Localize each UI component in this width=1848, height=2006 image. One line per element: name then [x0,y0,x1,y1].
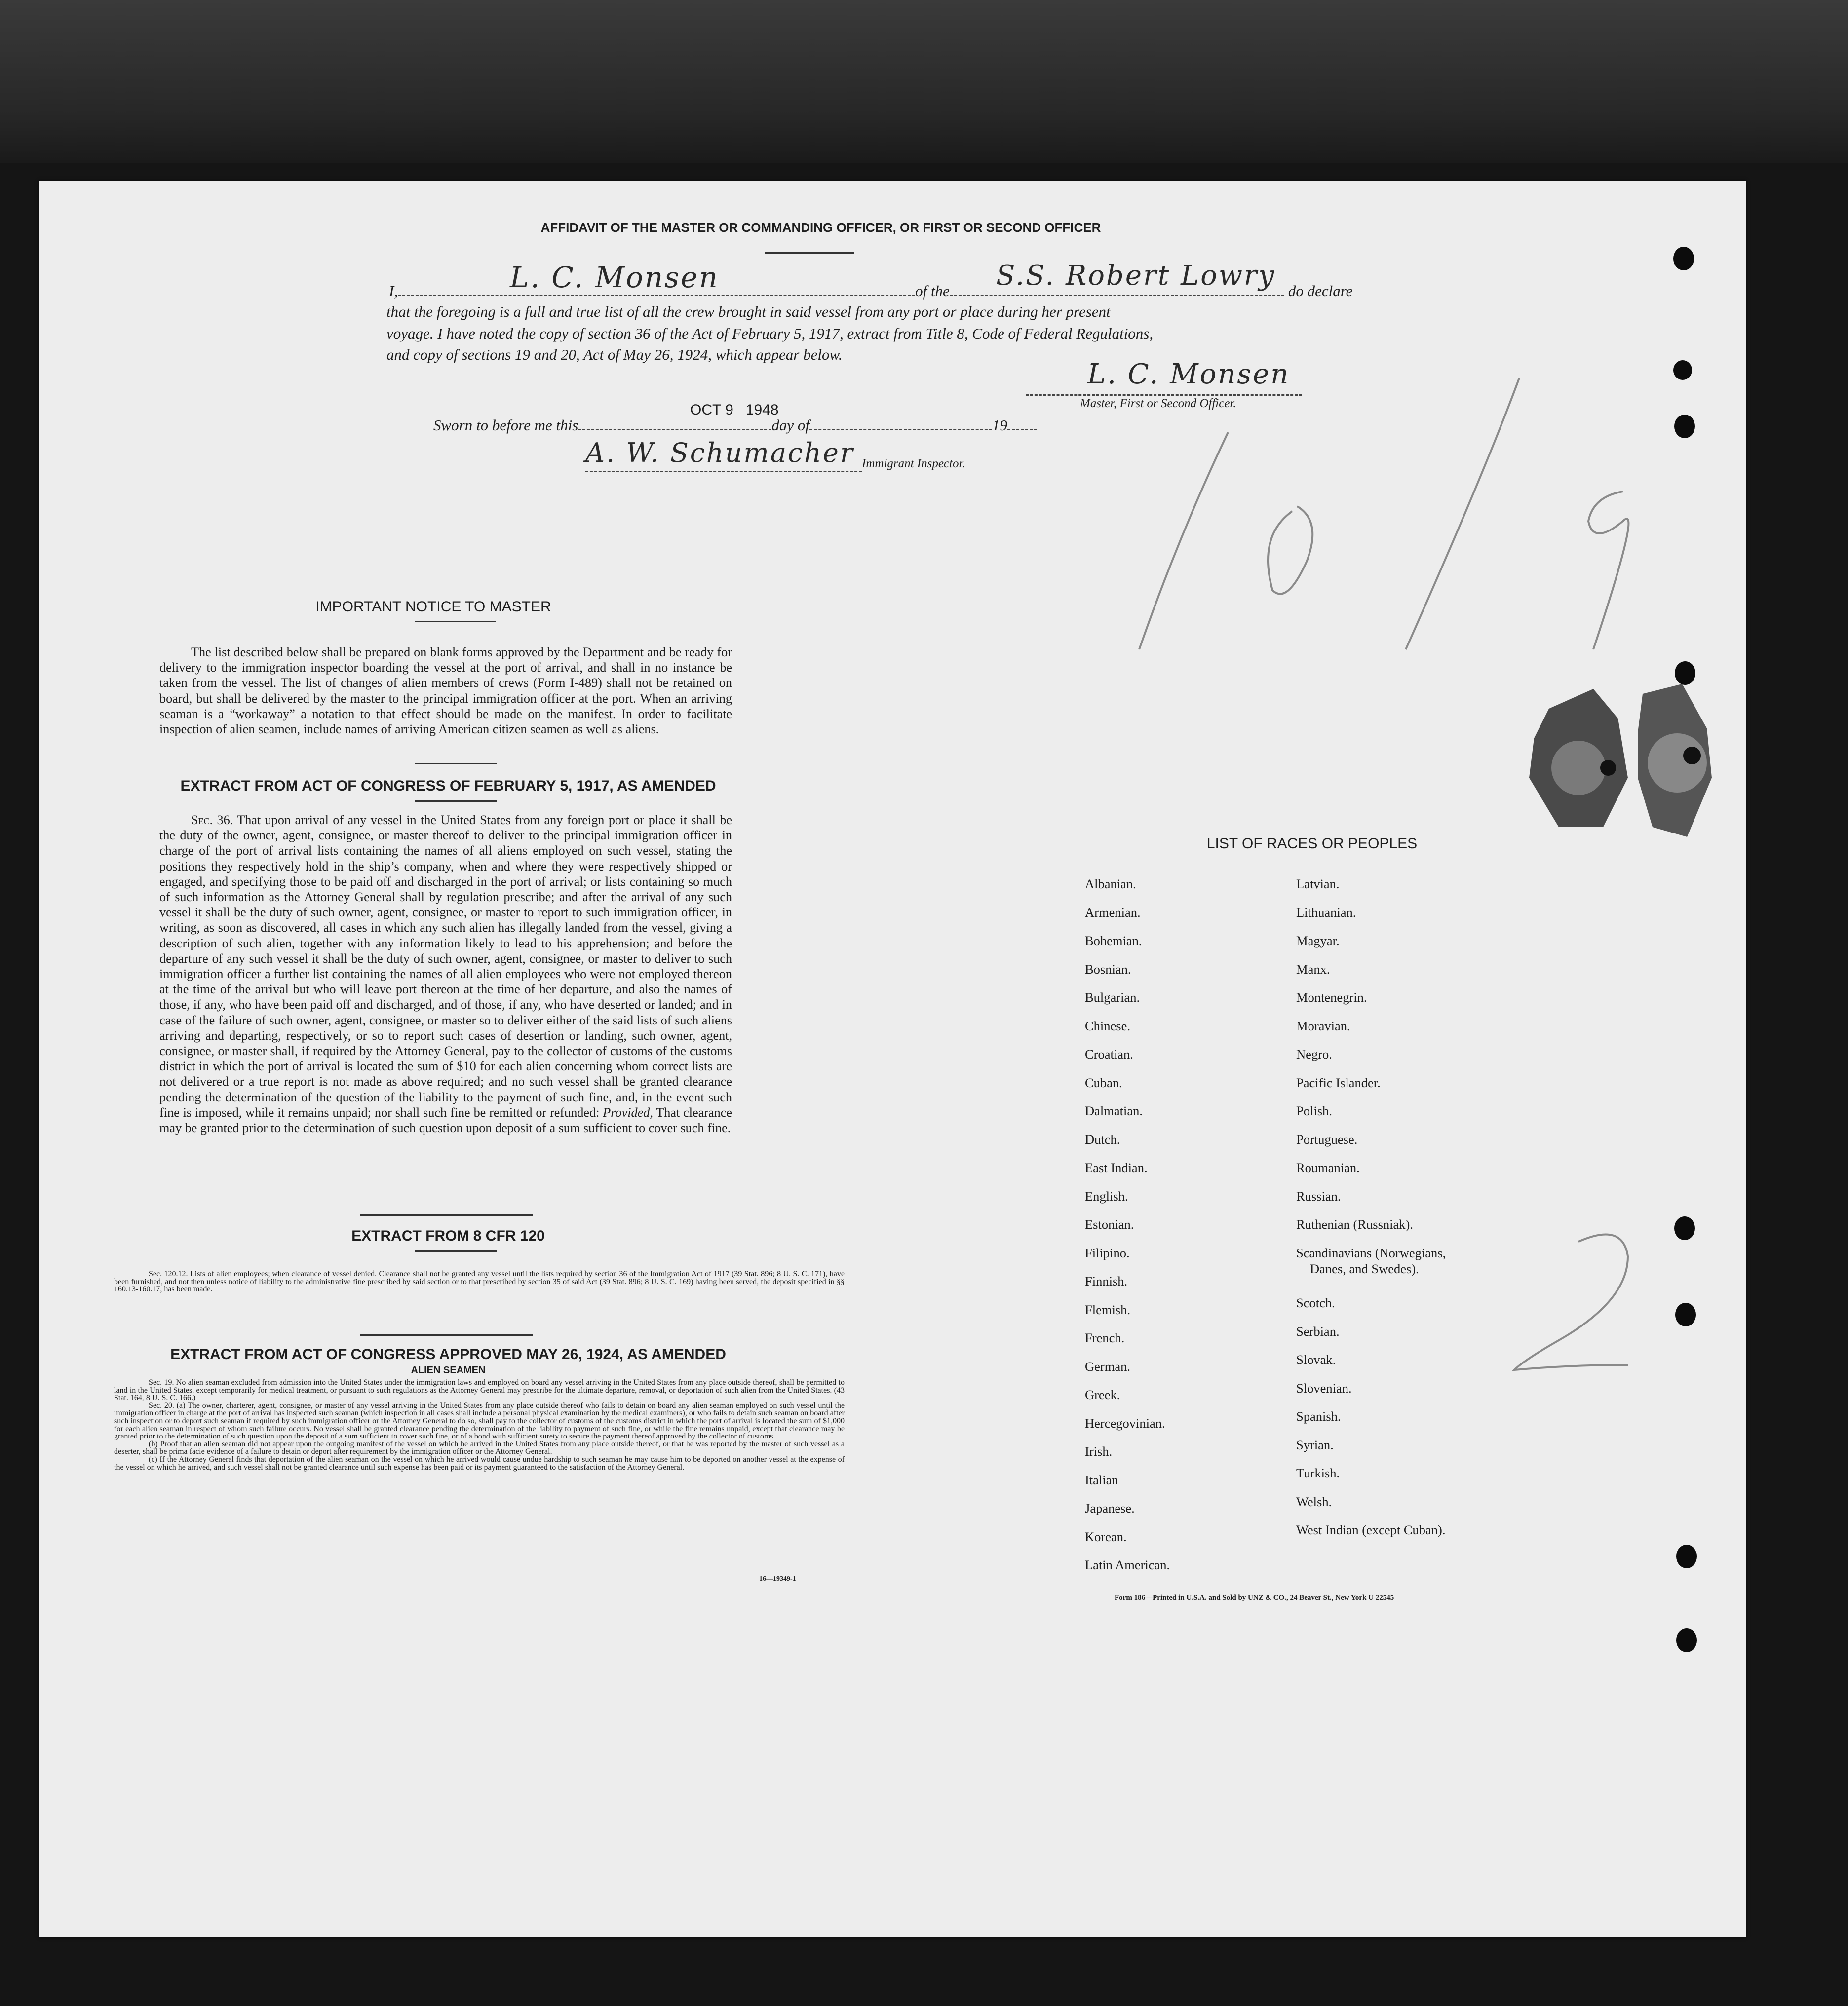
handwritten-page-number [1100,373,1707,659]
cfr-title: EXTRACT FROM 8 CFR 120 [351,1228,545,1244]
race-entry: Slovak. [1296,1352,1336,1367]
race-entry: Magyar. [1296,933,1340,948]
race-entry: Finnish. [1085,1274,1128,1288]
race-entry: Latvian. [1296,876,1340,891]
race-entry: Dutch. [1085,1132,1120,1147]
year-prefix: 19 [992,416,1007,434]
section-20c-paragraph: (c) If the Attorney General finds that deportation of the alien seaman on the vessel on which he arrived would cause undue hardship to such seaman he may cause him to be deported on another vessel at the expense of the vessel on which he arrived, and such vessel shall not be granted clearance until such expense has been paid or its payment guaranteed to the satisfaction of the Attorney General. [114,1455,845,1472]
race-entry: Manx. [1296,961,1330,977]
race-entry: Greek. [1085,1387,1120,1402]
signature-caption: Master, First or Second Officer. [1080,397,1236,410]
race-entry: Latin American. [1085,1557,1170,1572]
inspector-signature: A. W. Schumacher [585,437,854,468]
race-entry: Negro. [1296,1047,1332,1061]
proviso-text: That clearance may be granted prior to the determination of such question upon deposit of a sum sufficient to cover such fine. [159,1105,732,1135]
inspector-caption: Immigrant Inspector. [862,457,965,470]
punch-hole [1675,661,1695,685]
race-entry: Polish. [1296,1103,1332,1118]
race-entry: Turkish. [1296,1466,1340,1480]
race-entry: Bosnian. [1085,961,1131,977]
race-entry: Moravian. [1296,1018,1350,1033]
race-entry: French. [1085,1330,1125,1345]
punch-hole [1673,360,1692,380]
extract-1917-divider [415,800,497,802]
vessel-name-handwritten: S.S. Robert Lowry [996,260,1276,292]
inspector-signature-line [585,471,862,472]
cfr-divider [415,1250,497,1252]
extract-1917-end-divider [360,1214,533,1216]
affidavit-line-1: that the foregoing is a full and true list of all the crew brought in said vessel from any port or place during her present [386,303,1111,320]
race-entry: East Indian. [1085,1160,1148,1175]
master-name-handwritten: L. C. Monsen [510,261,719,294]
race-entry: Chinese. [1085,1018,1130,1033]
race-entry: Filipino. [1085,1245,1130,1260]
affidavit-line-2: voyage. I have noted the copy of section 36 of the Act of February 5, 1917, extract from Title 8, Code of Federal Regulations, [386,325,1154,342]
race-entry: Russian. [1296,1188,1341,1204]
race-entry: Pacific Islander. [1296,1075,1381,1090]
section-36-label: Sec. 36. [191,813,233,827]
day-of-label: day of [771,416,809,434]
notice-text: The list described below shall be prepared on blank forms approved by the Department and be ready for delivery to the immigration inspector boarding the vessel at the port of arrival, and shall in no instance be taken from the vessel. The list of changes of alien members of crews (Form I-489) shall not be retained on board, but shall be delivered by the master to the principal immigration officer at the port. When an arriving seaman is a “workaway” a notation to that effect should be made on the manifest. In order to facilitate inspection of alien seamen, include names of arriving American citizen seamen as well as aliens. [159,645,732,737]
notice-divider [415,621,496,622]
scanner-background [0,0,1848,163]
notice-title: IMPORTANT NOTICE TO MASTER [315,599,551,615]
race-entry: Irish. [1085,1444,1113,1459]
proviso-word: Provided, [603,1105,653,1120]
notary-seal [1519,679,1736,847]
race-entry: Croatian. [1085,1047,1133,1061]
punch-hole [1674,1216,1695,1240]
affidavit-of-the: of the [915,282,950,300]
race-entry: West Indian (except Cuban). [1296,1522,1446,1537]
form-printer-note: Form 186—Printed in U.S.A. and Sold by UNZ & CO., 24 Beaver St., New York U 22545 [1115,1594,1394,1602]
race-entry: Roumanian. [1296,1160,1360,1175]
extract-1917-text [159,812,732,1135]
date-stamp: OCT 9 1948 [690,402,779,418]
race-entry: Cuban. [1085,1075,1122,1090]
race-entry: Armenian. [1085,905,1141,920]
race-entry: Estonian. [1085,1217,1134,1232]
handwritten-sheet-number [1470,1227,1677,1395]
race-entry: Scandinavians (Norwegians, [1296,1245,1446,1260]
section-36-body: That upon arrival of any vessel in the United States from any foreign port or place it shall be the duty of the owner, agent, consignee, or master thereof to deliver to the principal immigration officer in charge of the port of arrival lists containing the names of all aliens employed on such vessel, stating the positions they respectively hold in the ship’s company, when and where they were respectively shipped or engaged, and specifying those to be paid off and discharged in the port of arrival; or lists containing so much of such information as the Attorney General shall by regulation prescribe; and after the arrival of any such vessel it shall be the duty of such owner, agent, consignee, or master to report to such immigration officer, in writing, as soon as discovered, all cases in which any such alien has illegally landed from the vessel, giving a description of such alien, together with any information likely to lead to his apprehension; and before the departure of any such vessel it shall be the duty of such owner, agent, consignee, or master to deliver to such immigration officer a further list containing the names of all alien employees who were not employed thereon at the time of the arrival but who will leave port thereon at the time of her departure, and also the names of those, if any, who have been paid off and discharged, and of those, if any, who have deserted or landed; and in case of the failure of such owner, agent, consignee, or master so to deliver either of the said lists of such aliens arriving and departing, respectively, or so to report such cases of desertion or landing, such owner, agent, consignee, or master shall, if required by the Attorney General, pay to the collector of customs of the customs district in which the port of arrival is located the sum of $10 for each alien concerning whom correct lists are not delivered or a true report is not made as above required; and no such vessel shall be granted clearance pending the determination of the question of the liability to the payment of such fine, and, in the event such fine is imposed, while it remains unpaid; nor shall such fine be remitted or refunded: [159,813,732,1120]
affidavit-do-declare: do declare [1288,282,1353,300]
affidavit-line-3: and copy of sections 19 and 20, Act of May 26, 1924, which appear below. [386,346,843,363]
title-divider [765,252,854,254]
races-title: LIST OF RACES OR PEOPLES [1206,835,1418,852]
cfr-text [114,1270,845,1293]
race-entry: Scotch. [1296,1295,1335,1310]
section-20b-paragraph: (b) Proof that an alien seaman did not appear upon the outgoing manifest of the vessel on which he arrived in the United States from any place outside thereof, or that he was reported by the master of such vessel as a deserter, shall be prima facie evidence of a failure to detain or deport after requirement by the immigration officer or the Attorney General. [114,1439,845,1456]
race-entry: English. [1085,1188,1128,1204]
race-entry: Montenegrin. [1296,990,1367,1005]
race-entry: Korean. [1085,1529,1127,1544]
race-entry: Bohemian. [1085,933,1142,948]
affidavit-prefix: I, [389,282,398,300]
section-20a-paragraph: Sec. 20. (a) The owner, charterer, agent, consignee, or master of any vessel arriving in the United States from any place outside thereof who fails to detain on board any alien seaman employed on such vessel until the immigration officer in charge at the port of arrival has inspected such seaman (which inspection in all cases shall include a personal physical examination by the medical examiners), or who fails to detain such seaman on board after such inspection or to deport such seaman if required by such immigration officer or the Attorney General to do so, shall pay to the collector of customs of the customs district in which the port of arrival is located the sum of $1,000 for each alien seaman in respect of whom such failure occurs. No vessel shall be granted clearance pending the determination of the liability to payment of such fine, or while the fine remains unpaid, except that clearance may be granted prior to the determination of such question upon the deposit of a sum sufficient to cover such fine, or of a bond with sufficient surety to secure the payment thereof approved by the collector of customs. [114,1401,845,1441]
section-19-paragraph: Sec. 19. No alien seaman excluded from admission into the United States under the immigration laws and employed on board any vessel arriving in the United States from any place outside thereof, shall be permitted to land in the United States, except temporarily for medical treatment, or pursuant to such regulations as the Attorney General may prescribe for the ultimate departure, removal, or deportation of such alien from the United States. (43 Stat. 164, 8 U. S. C. 166.) [114,1378,845,1402]
form-code: 16—19349-1 [759,1575,796,1583]
race-entry: Hercegovinian. [1085,1415,1165,1431]
punch-hole [1676,1545,1697,1568]
extract-1924-text [114,1379,845,1471]
race-entry: Lithuanian. [1296,905,1356,920]
race-entry: Syrian. [1296,1437,1334,1452]
race-entry: Italian [1085,1472,1118,1487]
race-entry: Japanese. [1085,1501,1135,1515]
punch-hole [1675,1303,1696,1326]
sworn-text: Sworn to before me this [433,416,578,434]
punch-hole [1676,1628,1697,1652]
manifest-sheet [38,181,1746,1937]
punch-hole [1674,415,1695,438]
race-entry: Danes, and Swedes). [1310,1261,1419,1276]
race-entry: German. [1085,1359,1130,1374]
race-entry: Slovenian. [1296,1380,1352,1396]
race-entry: Portuguese. [1296,1132,1358,1147]
race-entry: Bulgarian. [1085,990,1140,1005]
master-signature: L. C. Monsen [1087,358,1290,390]
race-entry: Albanian. [1085,876,1136,891]
race-entry: Ruthenian (Russniak). [1296,1217,1413,1232]
race-entry: Spanish. [1296,1409,1341,1424]
affidavit-title: AFFIDAVIT OF THE MASTER OR COMMANDING OFFICER, OR FIRST OR SECOND OFFICER [540,220,1101,235]
sworn-line [433,416,1037,434]
notice-end-divider [415,763,497,764]
extract-1924-title: EXTRACT FROM ACT OF CONGRESS APPROVED MAY 26, 1924, AS AMENDED [170,1346,726,1363]
race-entry: Welsh. [1296,1494,1332,1509]
race-entry: Serbian. [1296,1324,1340,1339]
punch-hole [1673,247,1694,270]
extract-1924-subtitle: ALIEN SEAMEN [411,1365,486,1376]
race-entry: Flemish. [1085,1302,1131,1317]
race-entry: Dalmatian. [1085,1103,1143,1118]
cfr-end-divider [360,1334,533,1336]
cfr-paragraph: Sec. 120.12. Lists of alien employees; when clearance of vessel denied. Clearance shall not be granted any vessel until the lists required by section 36 of the Immigration Act of 1917 (39 Stat. 896; 8 U. S. C. 171), have been furnished, and not then unless notice of liability to the administrative fine prescribed by said section or to that prescribed by section 35 of said Act (39 Stat. 896; 8 U. S. C. 169) having been served, the deposit specified in §§ 160.13-160.17, has been made. [114,1270,845,1294]
extract-1917-title: EXTRACT FROM ACT OF CONGRESS OF FEBRUARY 5, 1917, AS AMENDED [180,778,716,794]
